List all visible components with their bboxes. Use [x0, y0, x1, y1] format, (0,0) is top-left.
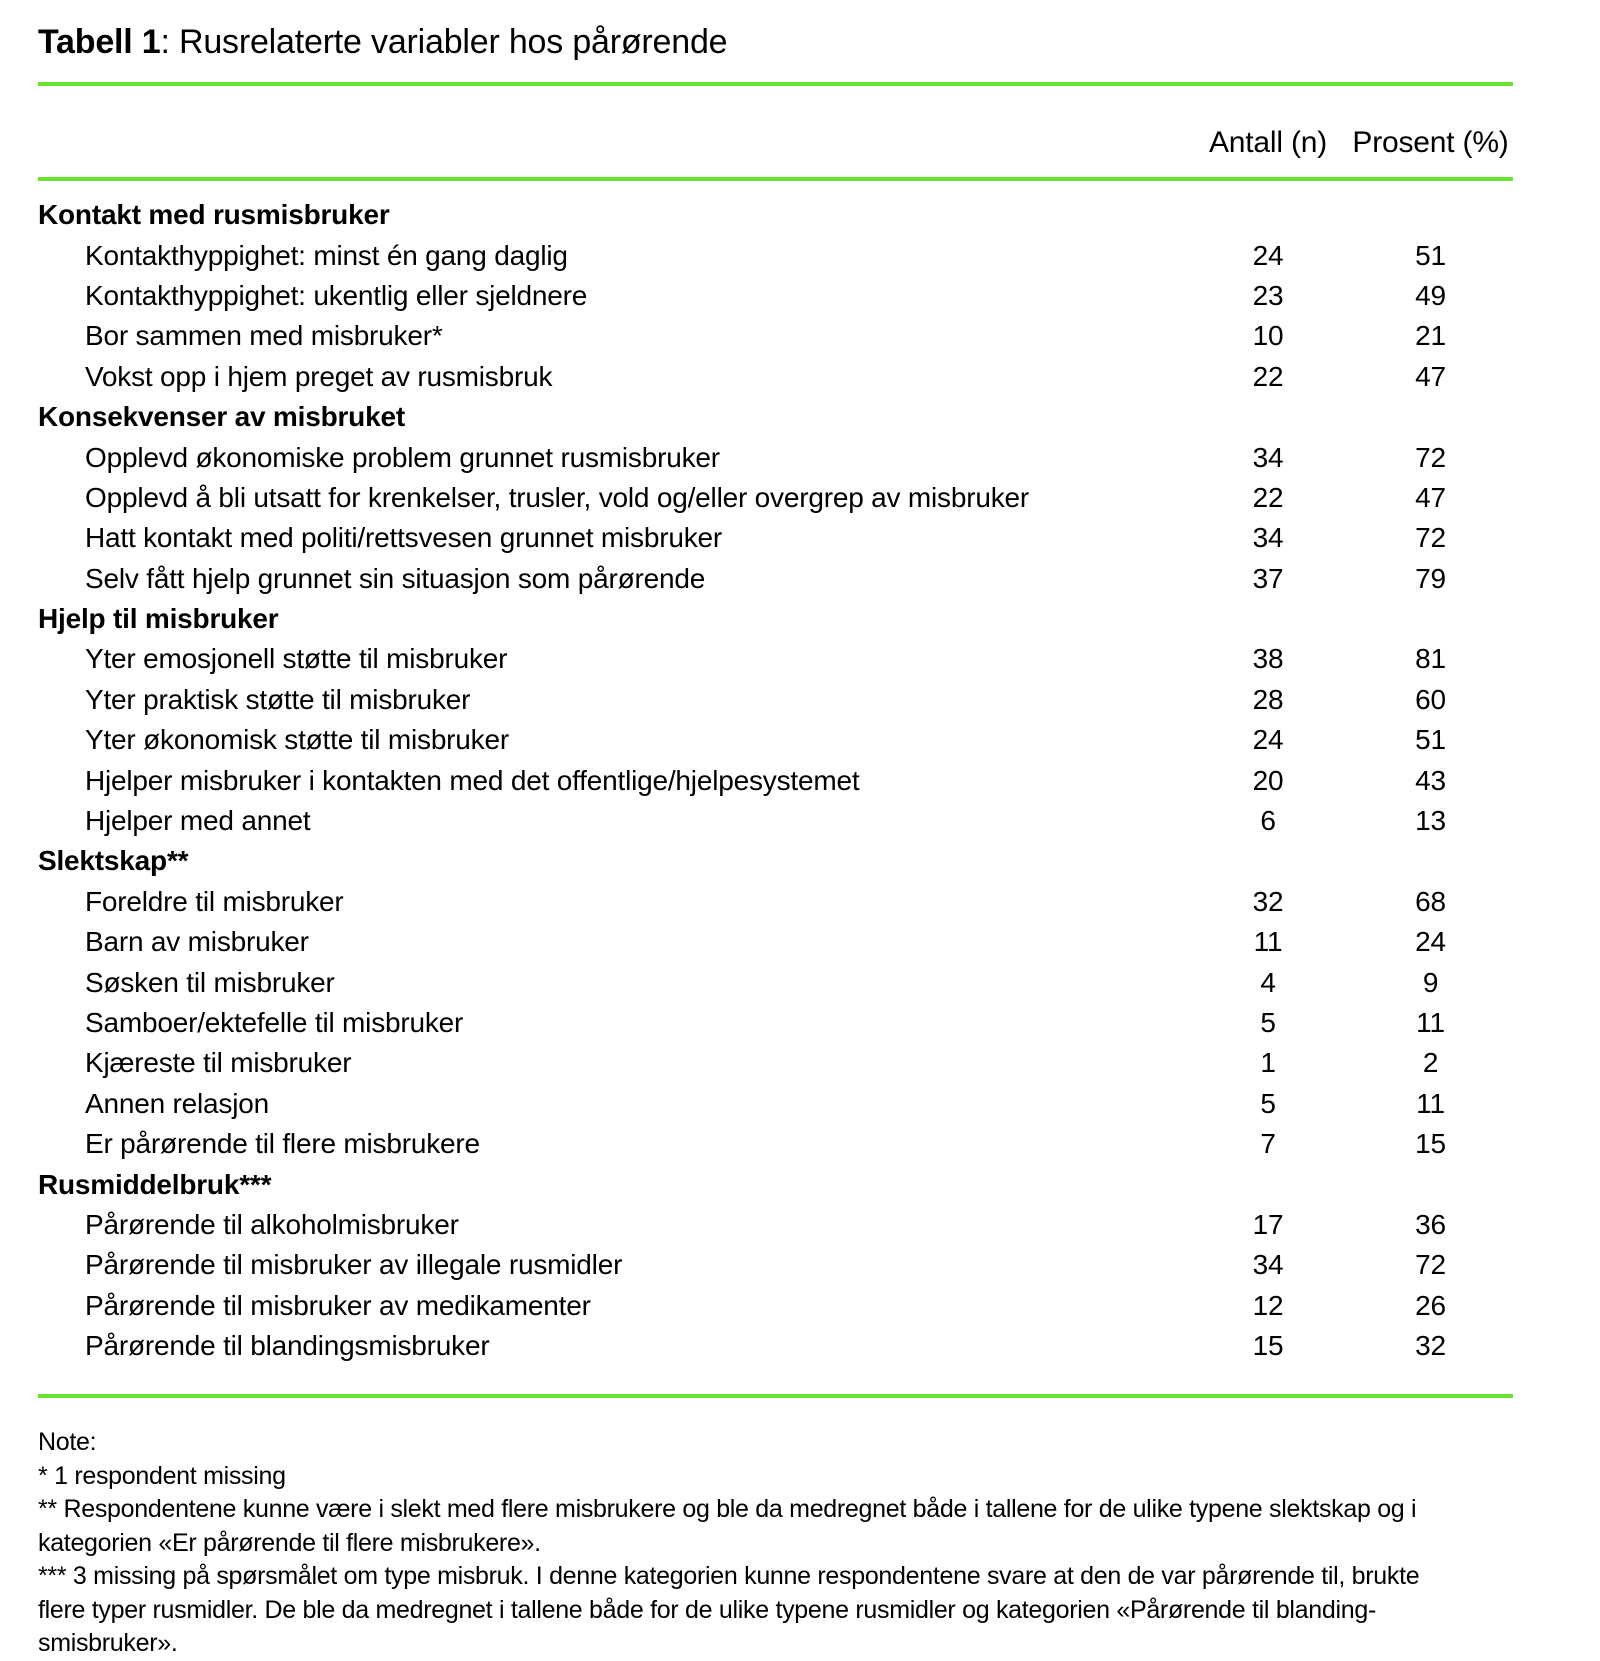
antall-value: 38	[1252, 643, 1284, 675]
table-row	[38, 357, 1513, 397]
prosent-value: 47	[1415, 360, 1446, 392]
row-label: Yter praktisk støtte til misbruker	[85, 683, 471, 715]
column-header-prosent: Prosent (%)	[1352, 126, 1509, 159]
table-row	[38, 1286, 1513, 1326]
prosent-value: 72	[1415, 522, 1446, 554]
table-row	[38, 760, 1513, 800]
row-label: Pårørende til alkoholmisbruker	[85, 1208, 459, 1240]
section-header-row	[38, 1164, 1513, 1204]
table-row	[38, 518, 1513, 558]
table-row	[38, 559, 1513, 599]
column-header-antall: Antall (n)	[1208, 126, 1328, 159]
table-row	[38, 1205, 1513, 1245]
table-row	[38, 437, 1513, 477]
antall-value: 28	[1252, 683, 1284, 715]
table-row	[38, 720, 1513, 760]
section-header-row	[38, 195, 1513, 235]
prosent-value: 32	[1415, 1330, 1446, 1362]
notes	[38, 1426, 1513, 1661]
row-label: Hjelper misbruker i kontakten med det offentlige/hjelpesystemet	[85, 764, 860, 796]
table-title	[38, 20, 1513, 64]
table-row	[38, 1043, 1513, 1083]
table-row	[38, 1003, 1513, 1043]
row-label: Bor sammen med misbruker*	[85, 320, 443, 352]
row-label: Opplevd å bli utsatt for krenkelser, trusler, vold og/eller overgrep av misbruker	[85, 481, 1030, 513]
column-header-row	[38, 94, 1513, 169]
table-body	[38, 189, 1513, 1386]
antall-value: 17	[1252, 1208, 1284, 1240]
table-row	[38, 1124, 1513, 1164]
antall-value: 20	[1252, 764, 1284, 796]
antall-value: 11	[1253, 926, 1283, 958]
note-line: ** Respondentene kunne være i slekt med flere misbrukere og ble da medregnet både i tallene for de ulike typene slektskap og i	[38, 1495, 1417, 1524]
prosent-value: 26	[1415, 1289, 1446, 1321]
row-label: Hatt kontakt med politi/rettsvesen grunnet misbruker	[85, 522, 723, 554]
section-header: Kontakt med rusmisbruker	[38, 199, 390, 231]
table-row	[38, 1245, 1513, 1285]
row-label: Samboer/ektefelle til misbruker	[85, 1007, 464, 1038]
note-line: * 1 respondent missing	[38, 1461, 286, 1490]
row-label: Kontakthyppighet: minst én gang daglig	[85, 239, 568, 271]
prosent-value: 15	[1415, 1128, 1446, 1160]
antall-value: 4	[1260, 966, 1276, 998]
section-header: Konsekvenser av misbruket	[38, 401, 405, 433]
row-label: Foreldre til misbruker	[85, 885, 344, 917]
antall-value: 24	[1252, 239, 1284, 271]
section-header: Rusmiddelbruk***	[38, 1168, 272, 1200]
note-line: kategorien «Er pårørende til flere misbrukere».	[38, 1528, 541, 1557]
row-label: Hjelper med annet	[85, 805, 311, 837]
note-line: *** 3 missing på spørsmålet om type misbruk. I denne kategorien kunne respondentene svare at den de var pårørende til, brukte	[38, 1562, 1420, 1591]
row-label: Yter emosjonell støtte til misbruker	[85, 643, 508, 675]
section-header: Hjelp til misbruker	[38, 603, 279, 635]
antall-value: 15	[1252, 1330, 1284, 1362]
section-header-row	[38, 599, 1513, 639]
prosent-value: 11	[1416, 1087, 1445, 1119]
table-row	[38, 478, 1513, 518]
table-row	[38, 801, 1513, 841]
prosent-value: 24	[1415, 926, 1446, 958]
prosent-value: 72	[1415, 441, 1446, 473]
row-label: Pårørende til misbruker av medikamenter	[85, 1289, 591, 1321]
antall-value: 5	[1260, 1007, 1276, 1038]
prosent-value: 68	[1415, 885, 1446, 917]
antall-value: 37	[1252, 562, 1284, 594]
top-rule	[38, 82, 1513, 86]
prosent-value: 51	[1415, 239, 1446, 271]
row-label: Pårørende til blandingsmisbruker	[85, 1330, 490, 1362]
table-row	[38, 276, 1513, 316]
section-header-row	[38, 841, 1513, 881]
row-label: Opplevd økonomiske problem grunnet rusmisbruker	[85, 441, 720, 473]
table-row	[38, 1326, 1513, 1366]
antall-value: 34	[1252, 522, 1284, 554]
table-row	[38, 922, 1513, 962]
table-row	[38, 680, 1513, 720]
prosent-value: 72	[1415, 1249, 1446, 1281]
antall-value: 34	[1252, 1249, 1284, 1281]
prosent-value: 49	[1415, 279, 1446, 311]
row-label: Pårørende til misbruker av illegale rusmidler	[85, 1249, 623, 1281]
antall-value: 23	[1252, 279, 1284, 311]
antall-value: 34	[1252, 441, 1284, 473]
antall-value: 12	[1252, 1289, 1284, 1321]
table-title-number: Tabell 1	[38, 23, 161, 61]
row-label: Søsken til misbruker	[85, 966, 335, 998]
row-label: Vokst opp i hjem preget av rusmisbruk	[85, 360, 553, 392]
prosent-value: 79	[1415, 562, 1446, 594]
header-rule	[38, 177, 1513, 181]
prosent-value: 36	[1415, 1208, 1446, 1240]
bottom-rule	[38, 1394, 1513, 1398]
prosent-value: 21	[1415, 320, 1446, 352]
prosent-value: 51	[1415, 724, 1446, 756]
antall-value: 22	[1252, 481, 1284, 513]
prosent-value: 60	[1415, 683, 1446, 715]
row-label: Yter økonomisk støtte til misbruker	[85, 724, 509, 756]
row-label: Selv fått hjelp grunnet sin situasjon som pårørende	[85, 562, 706, 594]
antall-value: 1	[1260, 1047, 1276, 1079]
prosent-value: 11	[1416, 1007, 1445, 1038]
table-row	[38, 639, 1513, 679]
antall-value: 5	[1260, 1087, 1276, 1119]
note-line: flere typer rusmidler. De ble da medregnet i tallene både for de ulike typene rusmidler og kategorien «Pårørende til blanding-	[38, 1595, 1376, 1624]
row-label: Barn av misbruker	[85, 926, 309, 958]
row-label: Annen relasjon	[85, 1087, 269, 1119]
table-row	[38, 316, 1513, 356]
section-header: Slektskap**	[38, 845, 189, 877]
table-title-text: : Rusrelaterte variabler hos pårørende	[160, 23, 728, 61]
antall-value: 10	[1252, 320, 1284, 352]
prosent-value: 43	[1415, 764, 1446, 796]
antall-value: 6	[1260, 805, 1276, 837]
antall-value: 22	[1252, 360, 1284, 392]
prosent-value: 13	[1415, 805, 1446, 837]
antall-value: 7	[1260, 1128, 1276, 1160]
row-label: Kjæreste til misbruker	[85, 1047, 352, 1079]
antall-value: 24	[1252, 724, 1284, 756]
note-line: Note:	[38, 1428, 97, 1457]
section-header-row	[38, 397, 1513, 437]
row-label: Er pårørende til flere misbrukere	[85, 1128, 480, 1160]
antall-value: 32	[1252, 885, 1284, 917]
table-row	[38, 962, 1513, 1002]
row-label: Kontakthyppighet: ukentlig eller sjeldnere	[85, 279, 588, 311]
prosent-value: 81	[1415, 643, 1446, 675]
table-row	[38, 882, 1513, 922]
table-row	[38, 235, 1513, 275]
prosent-value: 47	[1415, 481, 1446, 513]
table-row	[38, 1084, 1513, 1124]
note-line: smisbruker».	[38, 1629, 178, 1658]
prosent-value: 9	[1422, 966, 1439, 998]
prosent-value: 2	[1422, 1047, 1439, 1079]
